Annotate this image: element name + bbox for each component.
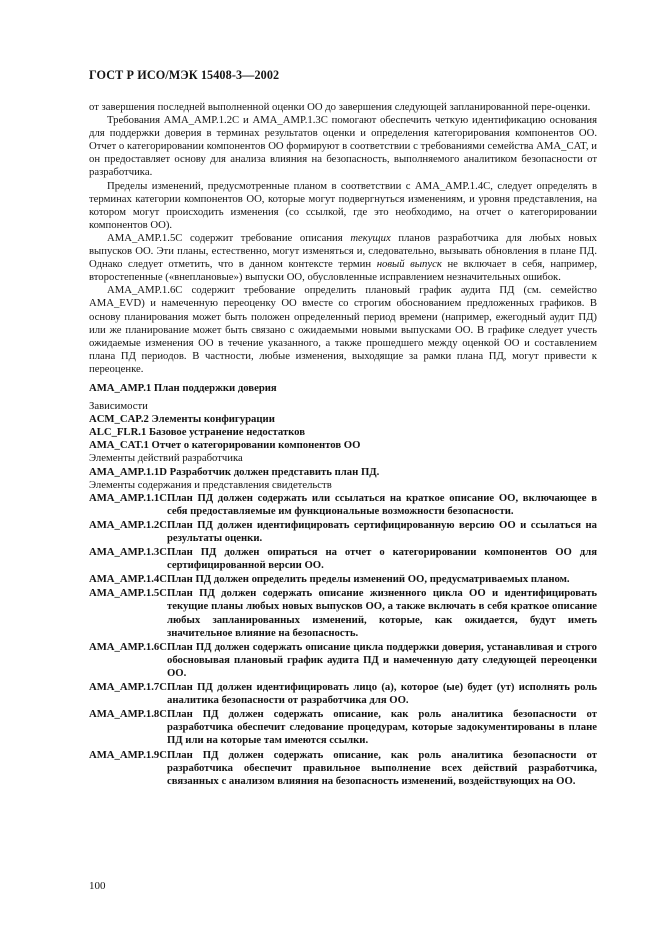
paragraph-emphasis: новый выпуск xyxy=(376,258,442,271)
page-content xyxy=(89,101,597,789)
requirement-item xyxy=(89,519,597,545)
dependencies-label: Зависимости xyxy=(89,400,148,413)
requirement-item xyxy=(89,641,597,680)
paragraph-ama-amp-6c: AMA_AMP.1.6C содержит требование определить плановый график аудита ПД (см. семейство AMA_EVD) и намеченную переоценку ОО вместе со строгим обоснованием предложенных графиков. В основу планирования может быть положен определенный период времени (например, ежегодный аудит ПД) или же планирование может быть связано с ожидаемыми новыми выпусками ОО. В графике следует учесть ожидаемые изменения ОО в течение указанного, а также прошедшего между оценкой ОО и составлением плана ПД периодов. В частности, любые изменения, выходящие за рамки плана ПД, могут привести к переоценке. xyxy=(89,284,597,375)
paragraph-ama-amp-2c-3c: Требования AMA_AMP.1.2C и AMA_AMP.1.3C помогают обеспечить четкую идентификацию основания для поддержки доверия в терминах результатов оценки и определения категорирования компонентов ОО. Отчет о категорировании компонентов ОО формируют в соответствии с требованиями семейства AMA_CAT, и он предоставляет основу для анализа влияния на безопасность, выполняемого аналитиком безопасности от разработчика. xyxy=(89,114,597,179)
paragraph-part: планов разработчика для любых новых выпусков ОО. Эти планы, естественно, могут изменяться и, следовательно, вызывать обновления в плане ПД. Однако следует отметить, что в данном контексте термин xyxy=(89,231,597,271)
requirement-id: AMA_AMP.1.2C xyxy=(89,518,167,531)
requirement-item xyxy=(89,749,597,788)
requirement-text: План ПД должен содержать описание цикла поддержки доверия, устанавливая и строго обосновывая плановый график аудита ПД и намеченную дату следующей переоценки ОО. xyxy=(166,640,597,679)
requirement-item xyxy=(89,492,597,518)
dependency-item: ALC_FLR.1 Базовое устранение недостатков xyxy=(89,426,306,439)
requirement-text: План ПД должен содержать описание жизненного цикла ОО и идентифицировать текущие планы любых новых выпусков ОО, а также включать в себя краткое описание любых запланированных изменений, которые, как ожидается, будут иметь значительное влияние на безопасность. xyxy=(166,587,597,639)
paragraph-continuation: от завершения последней выполненной оценки ОО до завершения следующей запланированной пере-оценки. xyxy=(89,101,591,113)
requirement-id: AMA_AMP.1.4C xyxy=(89,573,167,586)
paragraph-part: не включает в себя, например, второстепенные («внеплановые») выпуски ОО, обусловленные исправлением незначительных ошибок. xyxy=(89,258,597,284)
requirement-text: План ПД должен содержать описание, как роль аналитика безопасности от разработчика обеспечит правильное выполнение всех действий разработчика, связанных с анализом влияния на безопасность изменений, воздействующих на ОО. xyxy=(166,748,597,787)
page-number: 100 xyxy=(89,880,106,892)
developer-elements-label: Элементы действий разработчика xyxy=(89,452,243,465)
developer-element: AMA_AMP.1.1D Разработчик должен представить план ПД. xyxy=(89,465,380,478)
requirement-id: AMA_AMP.1.6C xyxy=(89,640,167,653)
requirement-id: AMA_AMP.1.5C xyxy=(89,587,167,600)
requirement-item xyxy=(89,587,597,639)
requirement-text: План ПД должен идентифицировать лицо (а), которое (ые) будет (ут) исполнять роль аналитика безопасности от разработчика для ОО. xyxy=(166,681,597,707)
component-title: AMA_AMP.1 План поддержки доверия xyxy=(89,381,277,394)
document-header: ГОСТ Р ИСО/МЭК 15408-3—2002 xyxy=(89,68,280,82)
requirement-id: AMA_AMP.1.9C xyxy=(89,748,167,761)
paragraph-part: AMA_AMP.1.5C содержит требование описания xyxy=(107,231,351,244)
dependency-item: AMA_CAT.1 Отчет о категорировании компонентов ОО xyxy=(89,439,361,452)
paragraph-emphasis: текущих xyxy=(350,231,391,244)
paragraph-ama-amp-5c xyxy=(89,232,597,284)
component-block xyxy=(89,382,597,788)
paragraph-change-limits: Пределы изменений, предусмотренные планом в соответствии с AMA_AMP.1.4C, следует определять в терминах категории компонентов ОО, которые могут подвергнуться изменениям, и уровня представления, на котором могут происходить изменения (со ссылкой, где это необходимо, на отчет о категорировании компонентов ОО). xyxy=(89,179,597,231)
requirement-item xyxy=(89,546,597,572)
requirement-item xyxy=(89,708,597,747)
requirement-id: AMA_AMP.1.3C xyxy=(89,546,167,559)
requirement-text: План ПД должен определить пределы изменений ОО, предусматриваемых планом. xyxy=(166,573,570,586)
requirement-id: AMA_AMP.1.8C xyxy=(89,708,167,721)
requirement-text: План ПД должен содержать описание, как роль аналитика безопасности от разработчика обеспечит следование процедурам, которые задокументированы в плане ПД или на которые там имеются ссылки. xyxy=(166,708,597,747)
requirement-text: План ПД должен идентифицировать сертифицированную версию ОО и ссылаться на результаты оценки. xyxy=(166,518,597,544)
content-elements-label: Элементы содержания и представления свидетельств xyxy=(89,478,332,491)
requirement-item xyxy=(89,573,597,586)
requirement-text: План ПД должен содержать или ссылаться на краткое описание ОО, включающее в себя предоставляемые им функциональные возможности безопасности. xyxy=(166,491,597,517)
requirement-id: AMA_AMP.1.7C xyxy=(89,681,167,694)
dependency-item: ACM_CAP.2 Элементы конфигурации xyxy=(89,413,275,426)
requirement-text: План ПД должен опираться на отчет о категорировании компонентов ОО для сертифицированной версии ОО. xyxy=(166,546,597,572)
requirement-item xyxy=(89,681,597,707)
requirement-id: AMA_AMP.1.1C xyxy=(89,491,167,504)
